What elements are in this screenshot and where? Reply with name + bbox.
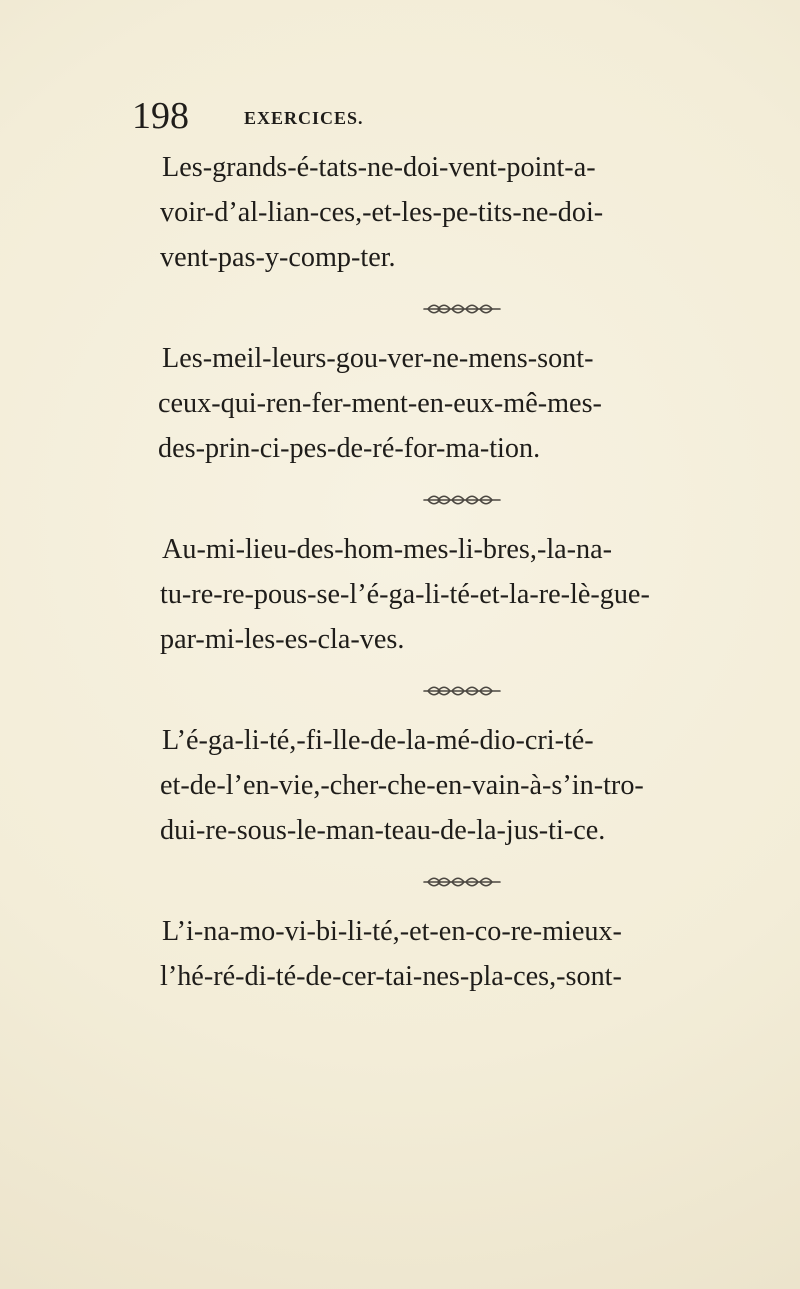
paragraph-3: [162, 527, 762, 662]
paragraph-line: Au-mi-lieu-des-hom-mes-li-bres,-la-na-: [162, 534, 613, 565]
paragraph-line: et-de-l’en-vie,-cher-che-en-vain-à-s’in-tro-: [160, 770, 644, 801]
paragraph-line: Les-meil-leurs-gou-ver-ne-mens-sont-: [162, 343, 594, 374]
paragraph-line: l’hé-ré-di-té-de-cer-tai-nes-pla-ces,-sont-: [160, 961, 622, 992]
page-header: [132, 96, 692, 144]
ornament-icon: [422, 871, 502, 891]
running-head: EXERCICES.: [244, 108, 364, 128]
ornament-icon: [422, 489, 502, 509]
section-separator: [162, 471, 762, 527]
paragraph-line: vent-pas-y-comp-ter.: [160, 242, 396, 273]
ornament-icon: [422, 680, 502, 700]
paragraph-line: dui-re-sous-le-man-teau-de-la-jus-ti-ce.: [160, 815, 606, 846]
paragraph-4: [162, 718, 762, 853]
paragraph-5: [162, 909, 762, 999]
ornament-icon: [422, 298, 502, 318]
paragraph-line: L’i-na-mo-vi-bi-li-té,-et-en-co-re-mieux-: [162, 916, 622, 947]
paragraph-line: des-prin-ci-pes-de-ré-for-ma-tion.: [158, 433, 541, 464]
main-text: [158, 145, 762, 999]
paragraph-1: [162, 145, 762, 280]
paragraph-line: ceux-qui-ren-fer-ment-en-eux-mê-mes-: [158, 388, 602, 419]
paragraph-line: tu-re-re-pous-se-l’é-ga-li-té-et-la-re-lè-gue-: [160, 579, 650, 610]
paragraph-line: par-mi-les-es-cla-ves.: [160, 624, 405, 655]
section-separator: [162, 662, 762, 718]
paragraph-line: L’é-ga-li-té,-fi-lle-de-la-mé-dio-cri-té-: [162, 725, 594, 756]
section-separator: [162, 853, 762, 909]
section-separator: [162, 280, 762, 336]
paragraph-line: voir-d’al-lian-ces,-et-les-pe-tits-ne-doi-: [160, 197, 604, 228]
paragraph-2: [158, 336, 762, 471]
paragraph-line: Les-grands-é-tats-ne-doi-vent-point-a-: [162, 152, 596, 183]
page-number: 198: [132, 95, 189, 137]
